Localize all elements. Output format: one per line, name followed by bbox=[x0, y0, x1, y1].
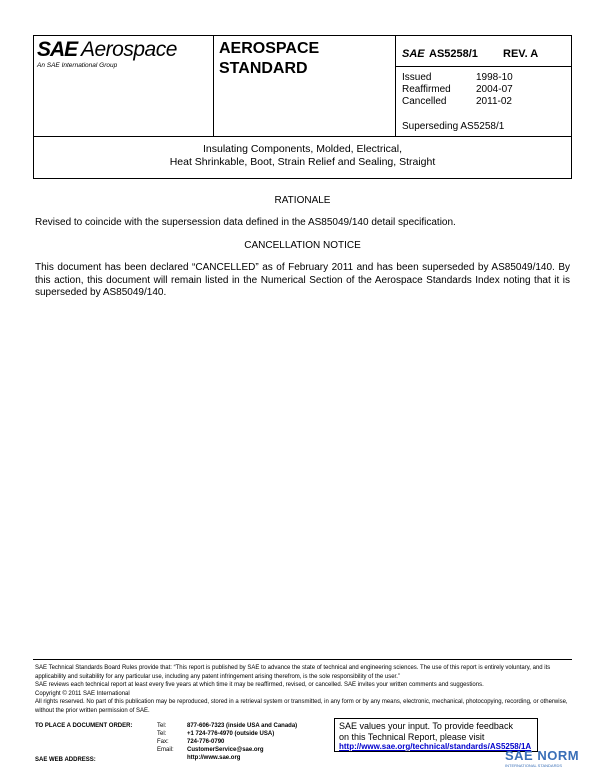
contact-row bbox=[157, 738, 297, 746]
date-row bbox=[402, 96, 513, 108]
contact-label: Email: bbox=[157, 747, 174, 753]
logo-subtitle: An SAE International Group bbox=[37, 62, 118, 69]
footer-line: SAE reviews each technical report at least every five years at which time it may be reaffirmed, revised, or cancelled. SAE invites your written comments and suggestions. bbox=[35, 682, 484, 689]
contact-row bbox=[157, 746, 297, 754]
footer-rule bbox=[33, 659, 572, 660]
contact-value: CustomerService@sae.org bbox=[187, 747, 264, 753]
doc-sae-mark: SAE bbox=[402, 48, 425, 60]
sae-logo-mark: SAE bbox=[37, 38, 78, 61]
footer-line: SAE Technical Standards Board Rules provide that: “This report is published by SAE to advance the state of technical and engineering sciences. The use of this report is entirely voluntary, and its applicability and suitability for any particular use, including any patent infringement arising therefrom, is the sole responsibility of the user.” bbox=[35, 665, 551, 680]
date-value: 2004-07 bbox=[476, 84, 513, 95]
title-line: Heat Shrinkable, Boot, Strain Relief and Sealing, Straight bbox=[169, 156, 436, 168]
standard-title: AEROSPACE STANDARD bbox=[219, 40, 320, 77]
date-value: 2011-02 bbox=[476, 96, 512, 107]
contact-row bbox=[157, 754, 297, 762]
date-value: 1998-10 bbox=[476, 72, 513, 83]
cancellation-text: This document has been declared “CANCELLED” as of February 2011 and has been superseded by AS85049/140. By this action, this document will remain listed in the Numerical Section of the Aerospace Standards Index noting that it is superseded by AS85049/140. bbox=[35, 262, 570, 298]
revision-label: REV. A bbox=[503, 48, 539, 60]
feedback-text: SAE values your input. To provide feedback bbox=[339, 721, 513, 731]
footer-notice bbox=[35, 664, 572, 716]
web-address-label: SAE WEB ADDRESS: bbox=[35, 757, 96, 763]
aerospace-logo-text: Aerospace bbox=[81, 38, 177, 61]
date-label: Reaffirmed bbox=[402, 84, 451, 95]
contact-value: +1 724-776-4970 (outside USA) bbox=[187, 731, 275, 737]
footer-line: All rights reserved. No part of this publication may be reproduced, stored in a retrieval system or transmitted, in any form or by any means, electronic, mechanical, photocopying, recording, or otherwise, without the prior written permission of SAE. bbox=[35, 699, 568, 714]
superseding-note: Superseding AS5258/1 bbox=[402, 121, 505, 132]
watermark-subtitle: INTERNATIONAL STANDARDS bbox=[505, 763, 563, 768]
docnum-rule bbox=[395, 66, 572, 67]
rationale-heading: RATIONALE bbox=[274, 195, 331, 206]
feedback-box bbox=[334, 718, 538, 752]
contact-value: 877-606-7323 (inside USA and Canada) bbox=[187, 723, 298, 729]
feedback-link[interactable]: http://www.sae.org/technical/standards/AS5258/1A bbox=[339, 742, 532, 751]
date-row bbox=[402, 84, 513, 96]
rationale-text: Revised to coincide with the supersession data defined in the AS85049/140 detail specification. bbox=[35, 217, 456, 228]
document-number: AS5258/1 bbox=[429, 48, 478, 60]
contact-list bbox=[157, 722, 297, 762]
date-table bbox=[402, 72, 513, 108]
document-title bbox=[33, 143, 572, 169]
contact-label: Fax: bbox=[157, 739, 169, 745]
footer-line: Copyright © 2011 SAE International bbox=[35, 690, 130, 697]
web-address-link[interactable]: http://www.sae.org bbox=[187, 755, 241, 761]
contact-value: 724-776-0790 bbox=[187, 739, 225, 745]
order-label: TO PLACE A DOCUMENT ORDER: bbox=[35, 723, 133, 729]
contact-label: Tel: bbox=[157, 731, 167, 737]
contact-row bbox=[157, 722, 297, 730]
date-label: Cancelled bbox=[402, 96, 447, 107]
contact-row bbox=[157, 730, 297, 738]
contact-label: Tel: bbox=[157, 723, 167, 729]
date-label: Issued bbox=[402, 72, 432, 83]
watermark-logo: SAE NORM bbox=[505, 748, 580, 763]
cancellation-heading: CANCELLATION NOTICE bbox=[244, 240, 361, 251]
date-row bbox=[402, 72, 513, 84]
feedback-text: on this Technical Report, please visit bbox=[339, 731, 485, 742]
title-line: Insulating Components, Molded, Electrical, bbox=[202, 143, 403, 155]
